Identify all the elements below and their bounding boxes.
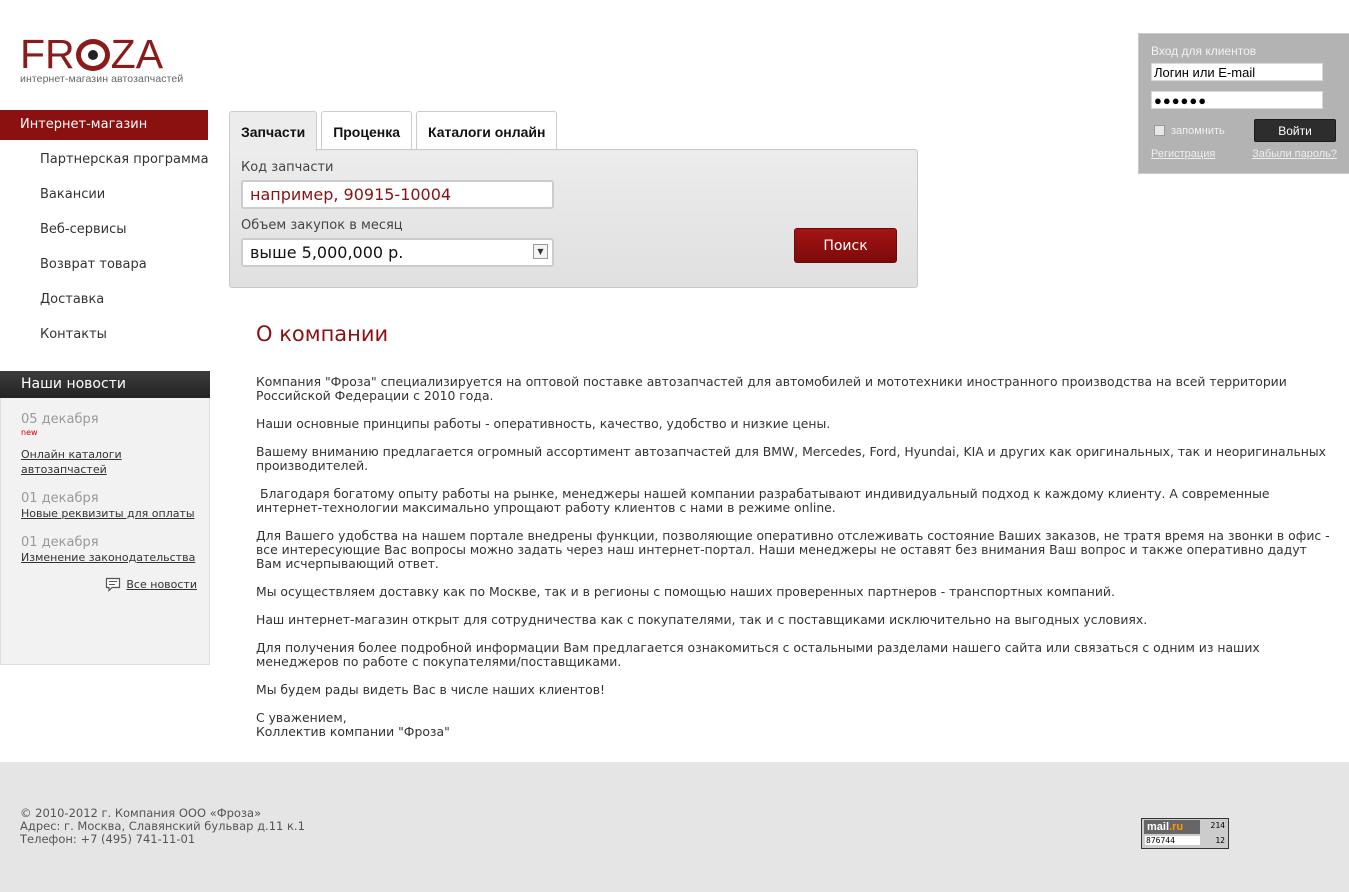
paragraph: Наши основные принципы работы - оперативность, качество, удобство и низкие цены. xyxy=(256,416,831,431)
part-code-input[interactable]: например, 90915-10004 xyxy=(241,180,554,209)
part-code-label: Код запчасти xyxy=(241,160,334,175)
page-title: О компании xyxy=(256,322,389,346)
footer-phone: Телефон: +7 (495) 741-11-01 xyxy=(20,832,196,846)
nav-item-delivery[interactable]: Доставка xyxy=(40,292,105,307)
remember-checkbox[interactable] xyxy=(1151,125,1225,137)
footer-copyright: © 2010-2012 г. Компания ООО «Фроза» xyxy=(20,806,262,820)
logo[interactable] xyxy=(20,31,195,85)
search-tabs xyxy=(229,111,561,151)
footer xyxy=(0,762,1349,892)
login-input[interactable] xyxy=(1151,63,1323,81)
volume-label: Объем закупок в месяц xyxy=(241,218,403,233)
news-item xyxy=(21,491,197,521)
speech-bubble-icon xyxy=(105,577,121,592)
news-date: 01 декабря xyxy=(21,535,99,550)
nav-item-shop[interactable]: Интернет-магазин xyxy=(0,110,208,140)
volume-select-value: выше 5,000,000 р. xyxy=(250,243,404,262)
counter-online: 12 xyxy=(1215,836,1225,845)
paragraph: Мы будем рады видеть Вас в числе наших клиентов! xyxy=(256,682,605,697)
paragraph: Для Вашего удобства на нашем портале внедрены функции, позволяющие оперативно отслеживать состояние Ваших заказов, не тратя время на звонки в офис - все интересующие Вас вопросы можно задать через наш интернет-портал. Наши менеджеры не оставят без внимания Ваш вопрос и также оперативно дадут Вам исчерпывающий ответ. xyxy=(256,528,1330,571)
nav-item-partner[interactable]: Партнерская программа xyxy=(40,152,209,167)
footer-info xyxy=(20,807,305,846)
mailru-counter[interactable] xyxy=(1141,818,1229,849)
counter-total: 876744 xyxy=(1145,836,1200,845)
login-box xyxy=(1138,33,1349,174)
nav-item-web-services[interactable]: Веб-сервисы xyxy=(40,222,127,237)
news-date: 01 декабря xyxy=(21,491,99,506)
tab-parts[interactable]: Запчасти xyxy=(229,111,317,151)
all-news-label: Все новости xyxy=(126,578,197,591)
register-link[interactable]: Регистрация xyxy=(1151,148,1216,160)
news-link[interactable]: Новые реквизиты для оплаты xyxy=(21,507,195,520)
nav-item-vacancies[interactable]: Вакансии xyxy=(40,187,106,202)
login-title: Вход для клиентов xyxy=(1151,44,1257,58)
paragraph: Для получения более подробной информации Вам предлагается ознакомиться с остальными разделами нашего сайта или связаться с одним из наших менеджеров по работе с покупателями/поставщиками. xyxy=(256,640,1260,669)
search-panel xyxy=(229,149,918,288)
nav-item-returns[interactable]: Возврат товара xyxy=(40,257,147,272)
forgot-password-link[interactable]: Забыли пароль? xyxy=(1252,148,1337,160)
search-button[interactable]: Поиск xyxy=(794,228,897,263)
signature xyxy=(256,711,1331,739)
signature-line-2: Коллектив компании "Фроза" xyxy=(256,724,450,739)
news-date: 05 декабря xyxy=(21,412,99,427)
signature-line-1: С уважением, xyxy=(256,710,347,725)
tab-catalogs[interactable]: Каталоги онлайн xyxy=(416,111,557,150)
tab-pricing[interactable]: Проценка xyxy=(321,111,412,150)
paragraph: Мы осуществляем доставку как по Москве, так и в регионы с помощью наших проверенных партнеров - транспортных компаний. xyxy=(256,584,1115,599)
logo-subtitle: интернет-магазин автозапчастей xyxy=(20,73,184,85)
main-content xyxy=(256,322,1331,739)
counter-hits: 214 xyxy=(1210,821,1225,830)
paragraph: Благодаря богатому опыту работы на рынке, менеджеры нашей компании разрабатывают индивидуальный подход к каждому клиенту. А современные интернет-технологии максимально упрощают работу клиентов с нами в режиме online. xyxy=(256,486,1274,515)
news-title: Наши новости xyxy=(0,371,210,398)
logo-eye-icon xyxy=(76,39,110,71)
paragraph: Компания "Фроза" специализируется на оптовой поставке автозапчастей для автомобилей и мототехники иностранного производства на всей территории Российской Федерации с 2010 года. xyxy=(256,374,1287,403)
login-button[interactable]: Войти xyxy=(1254,119,1336,142)
logo-wordmark: FR ZA xyxy=(20,31,164,77)
volume-select[interactable] xyxy=(241,238,554,267)
news-block xyxy=(0,371,210,665)
news-item xyxy=(21,412,197,477)
paragraph: Вашему вниманию предлагается огромный ассортимент автозапчастей для BMW, Mercedes, Ford, Hyundai, KIA и других как оригинальных, так и неоригинальных производителей. xyxy=(256,444,1326,473)
mailru-logo: mail.ru xyxy=(1144,820,1200,834)
password-input[interactable] xyxy=(1151,91,1323,109)
news-item xyxy=(21,535,197,565)
sidebar-nav xyxy=(0,110,210,355)
checkbox-icon[interactable] xyxy=(1154,125,1165,136)
remember-label: запомнить xyxy=(1171,124,1225,137)
nav-item-contacts[interactable]: Контакты xyxy=(40,327,107,342)
new-badge: new xyxy=(21,428,38,437)
chevron-down-icon[interactable]: ▼ xyxy=(533,244,548,259)
all-news-link[interactable] xyxy=(21,577,197,592)
news-link[interactable]: Изменение законодательства xyxy=(21,551,196,564)
footer-address: Адрес: г. Москва, Славянский бульвар д.11 к.1 xyxy=(20,819,305,833)
news-link[interactable]: Онлайн каталоги автозапчастей xyxy=(21,448,122,476)
paragraph: Наш интернет-магазин открыт для сотрудничества как с покупателями, так и с поставщиками исключительно на выгодных условиях. xyxy=(256,612,1148,627)
